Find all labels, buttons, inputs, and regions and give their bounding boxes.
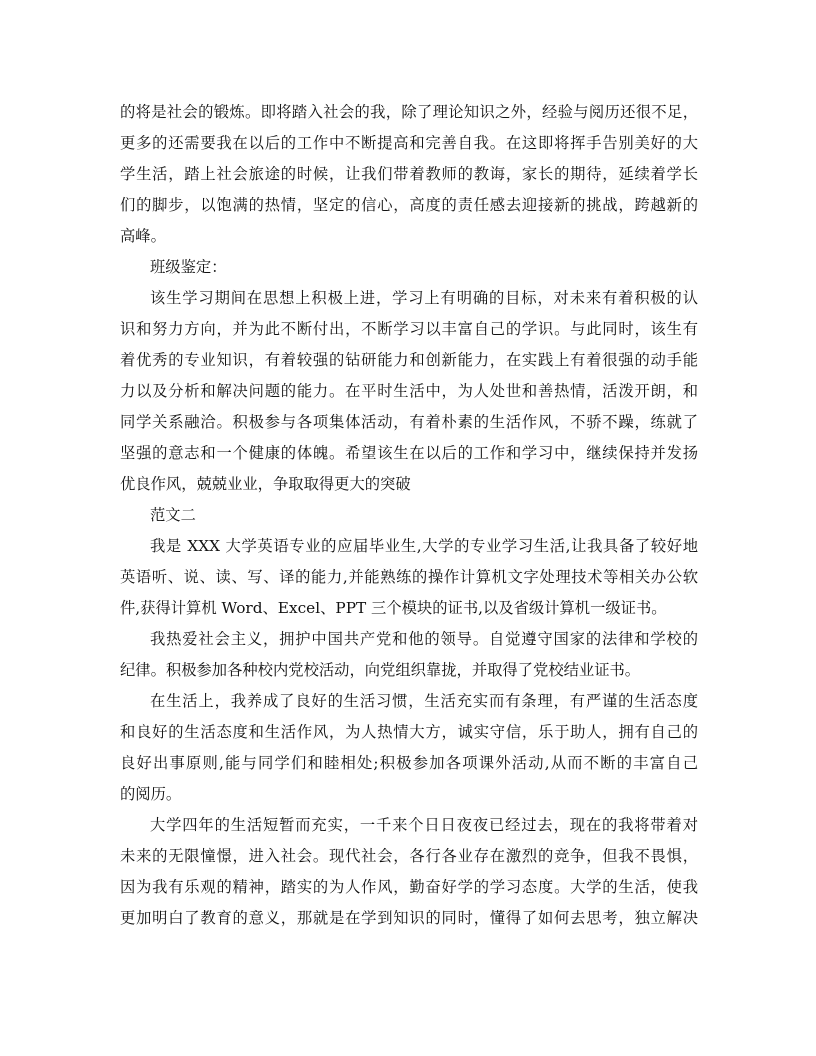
text-line: 们的脚步，以饱满的热情，坚定的信心，高度的责任感去迎接新的挑战，跨越新的: [120, 196, 698, 214]
text-line: 更加明白了教育的意义，那就是在学到知识的同时，懂得了如何去思考，独立解决: [120, 909, 698, 927]
text-line: 因为我有乐观的精神，踏实的为人作风，勤奋好学的学习态度。大学的生活，使我: [120, 878, 698, 896]
text-line: 我热爱社会主义，拥护中国共产党和他的领导。自觉遵守国家的法律和学校的: [150, 630, 698, 648]
text-line: 该生学习期间在思想上积极上进，学习上有明确的目标，对未来有着积极的认: [150, 289, 698, 307]
text-line: 学生活，踏上社会旅途的时候，让我们带着教师的教诲，家长的期待，延续着学长: [120, 165, 698, 183]
document-body: [120, 97, 698, 934]
text-line: 件,获得计算机 Word、Excel、PPT 三个模块的证书,以及省级计算机一级证书。: [120, 599, 667, 617]
text-line: 的阅历。: [120, 785, 182, 803]
section-heading-class-evaluation: 班级鉴定：: [150, 258, 227, 276]
text-line: 识和努力方向，并为此不断付出，不断学习以丰富自己的学识。与此同时，该生有: [120, 320, 698, 338]
text-line: 英语听、说、读、写、译的能力,并能熟练的操作计算机文字处理技术等相关办公软: [120, 568, 698, 586]
text-line: 高峰。: [120, 227, 166, 245]
text-line: 同学关系融洽。积极参与各项集体活动，有着朴素的生活作风，不骄不躁，练就了: [120, 413, 698, 431]
text-line: 和良好的生活态度和生活作风，为人热情大方，诚实守信，乐于助人，拥有自己的: [120, 723, 698, 741]
text-line: 在生活上，我养成了良好的生活习惯，生活充实而有条理，有严谨的生活态度: [150, 692, 698, 710]
text-line: 纪律。积极参加各种校内党校活动，向党组织靠拢，并取得了党校结业证书。: [120, 661, 641, 679]
text-line: 良好出事原则,能与同学们和睦相处;积极参加各项课外活动,从而不断的丰富自己: [120, 754, 698, 772]
text-line: 坚强的意志和一个健康的体魄。希望该生在以后的工作和学习中，继续保持并发扬: [120, 444, 698, 462]
text-line: 的将是社会的锻炼。即将踏入社会的我，除了理论知识之外，经验与阅历还很不足，: [120, 103, 698, 121]
text-line: 着优秀的专业知识，有着较强的钻研能力和创新能力，在实践上有着很强的动手能: [120, 351, 698, 369]
text-line: 我是 XXX 大学英语专业的应届毕业生,大学的专业学习生活,让我具备了较好地: [150, 537, 698, 555]
text-line: 优良作风，兢兢业业，争取取得更大的突破: [120, 475, 411, 493]
text-line: 大学四年的生活短暂而充实，一千来个日日夜夜已经过去，现在的我将带着对: [150, 816, 698, 834]
text-line: 未来的无限憧憬，进入社会。现代社会，各行各业存在激烈的竞争，但我不畏惧，: [120, 847, 698, 865]
section-heading-sample-two: 范文二: [150, 506, 196, 524]
text-line: 力以及分析和解决问题的能力。在平时生活中，为人处世和善热情，活泼开朗，和: [120, 382, 698, 400]
text-line: 更多的还需要我在以后的工作中不断提高和完善自我。在这即将挥手告别美好的大: [120, 134, 698, 152]
